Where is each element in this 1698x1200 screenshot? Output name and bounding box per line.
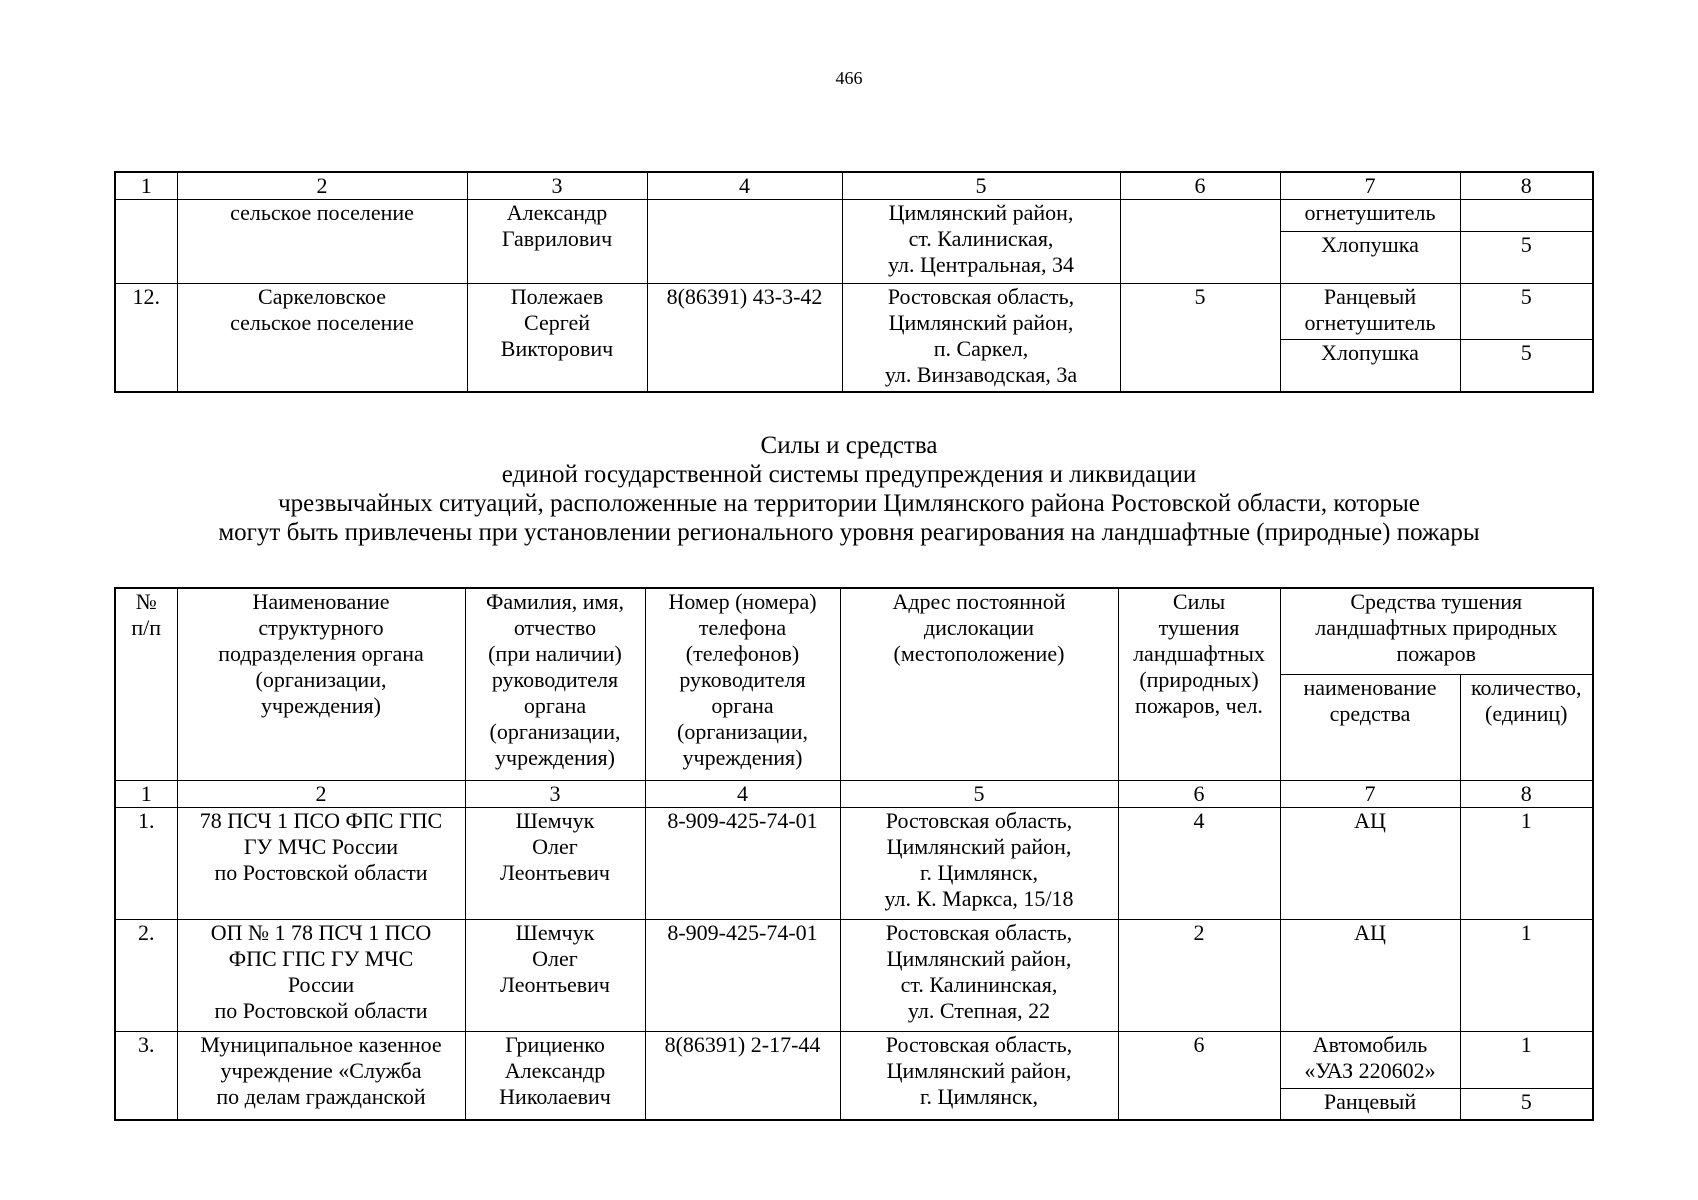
phone: 8-909-425-74-01 [645,919,840,1031]
column-number: 1 [115,172,177,200]
section-title-line: Силы и средства [760,432,938,459]
table-row [115,1031,1593,1088]
column-number: 3 [465,780,645,807]
head-name: Полежаев Сергей Викторович [467,284,647,392]
head-name: Шемчук Олег Леонтьевич [465,919,645,1031]
column-number: 1 [115,780,177,807]
unit-name: Муниципальное казенное учреждение «Служба по делам гражданской [177,1031,465,1120]
unit-name: Саркеловское сельское поселение [177,284,467,392]
column-number: 3 [467,172,647,200]
address: Ростовская область, Цимлянский район, п. Саркел, ул. Винзаводская, 3а [842,284,1120,392]
column-number: 4 [645,780,840,807]
unit-name: сельское поселение [177,200,467,284]
equipment-name: Автомобиль «УАЗ 220602» [1280,1031,1460,1088]
column-number: 2 [177,172,467,200]
phone [647,200,842,284]
row-number: 12. [115,284,177,392]
equipment-name: Хлопушка [1280,232,1460,284]
column-number-row [115,780,1593,807]
equipment-qty [1460,200,1593,232]
equipment-name: Хлопушка [1280,340,1460,392]
unit-name: ОП № 1 78 ПСЧ 1 ПСО ФПС ГПС ГУ МЧС России по Ростовской области [177,919,465,1031]
equipment-qty: 5 [1460,284,1593,340]
column-number: 4 [647,172,842,200]
forces-table [114,587,1594,1121]
header-row [115,588,1593,674]
equipment-name: АЦ [1280,807,1460,919]
column-number: 6 [1118,780,1280,807]
column-number-row [115,172,1593,200]
table-row [115,200,1593,232]
head-name: Шемчук Олег Леонтьевич [465,807,645,919]
phone: 8(86391) 2-17-44 [645,1031,840,1120]
staff-count: 4 [1118,807,1280,919]
equipment-name: АЦ [1280,919,1460,1031]
equipment-name: Ранцевый [1280,1088,1460,1120]
header-num: № п/п [115,588,177,780]
address: Ростовская область, Цимлянский район, г. Цимлянск, ул. К. Маркса, 15/18 [840,807,1118,919]
section-title [0,431,1698,547]
row-number: 3. [115,1031,177,1120]
equipment-qty: 5 [1460,232,1593,284]
header-address: Адрес постоянной дислокации (местоположение) [840,588,1118,780]
header-staff: Силы тушения ландшафтных (природных) пожаров, чел. [1118,588,1280,780]
phone: 8(86391) 43-3-42 [647,284,842,392]
head-name: Грициенко Александр Николаевич [465,1031,645,1120]
equipment-qty: 1 [1460,807,1593,919]
column-number: 8 [1460,780,1593,807]
header-equipment-group: Средства тушения ландшафтных природных пожаров [1280,588,1593,674]
table-row [115,807,1593,919]
page-number: 466 [835,68,863,88]
head-name: Александр Гаврилович [467,200,647,284]
row-number [115,200,177,284]
row-number: 1. [115,807,177,919]
column-number: 6 [1120,172,1280,200]
column-number: 2 [177,780,465,807]
address: Цимлянский район, ст. Калиниская, ул. Центральная, 34 [842,200,1120,284]
header-phone: Номер (номера) телефона (телефонов) руководителя органа (организации, учреждения) [645,588,840,780]
unit-name: 78 ПСЧ 1 ПСО ФПС ГПС ГУ МЧС России по Ростовской области [177,807,465,919]
header-equipment-qty: количество, (единиц) [1460,674,1593,780]
equipment-qty: 1 [1460,1031,1593,1088]
row-number: 2. [115,919,177,1031]
equipment-qty: 1 [1460,919,1593,1031]
phone: 8-909-425-74-01 [645,807,840,919]
section-title-line: могут быть привлечены при установлении регионального уровня реагирования на ландшафтные (природные) пожары [218,519,1480,546]
table-row [115,919,1593,1031]
column-number: 7 [1280,780,1460,807]
column-number: 5 [840,780,1118,807]
equipment-name: огнетушитель [1280,200,1460,232]
address: Ростовская область, Цимлянский район, ст. Калининская, ул. Степная, 22 [840,919,1118,1031]
staff-count: 5 [1120,284,1280,392]
header-equipment-name: наименование средства [1280,674,1460,780]
table-row [115,284,1593,340]
staff-count: 2 [1118,919,1280,1031]
continuation-table [114,171,1594,393]
column-number: 7 [1280,172,1460,200]
header-head-name: Фамилия, имя, отчество (при наличии) руководителя органа (организации, учреждения) [465,588,645,780]
staff-count [1120,200,1280,284]
staff-count: 6 [1118,1031,1280,1120]
section-title-line: единой государственной системы предупреждения и ликвидации [501,461,1197,488]
equipment-qty: 5 [1460,340,1593,392]
column-number: 8 [1460,172,1593,200]
section-title-line: чрезвычайных ситуаций, расположенные на территории Цимлянского района Ростовской области, которые [278,490,1420,517]
header-unit-name: Наименование структурного подразделения органа (организации, учреждения) [177,588,465,780]
address: Ростовская область, Цимлянский район, г. Цимлянск, [840,1031,1118,1120]
equipment-qty: 5 [1460,1088,1593,1120]
equipment-name: Ранцевый огнетушитель [1280,284,1460,340]
column-number: 5 [842,172,1120,200]
